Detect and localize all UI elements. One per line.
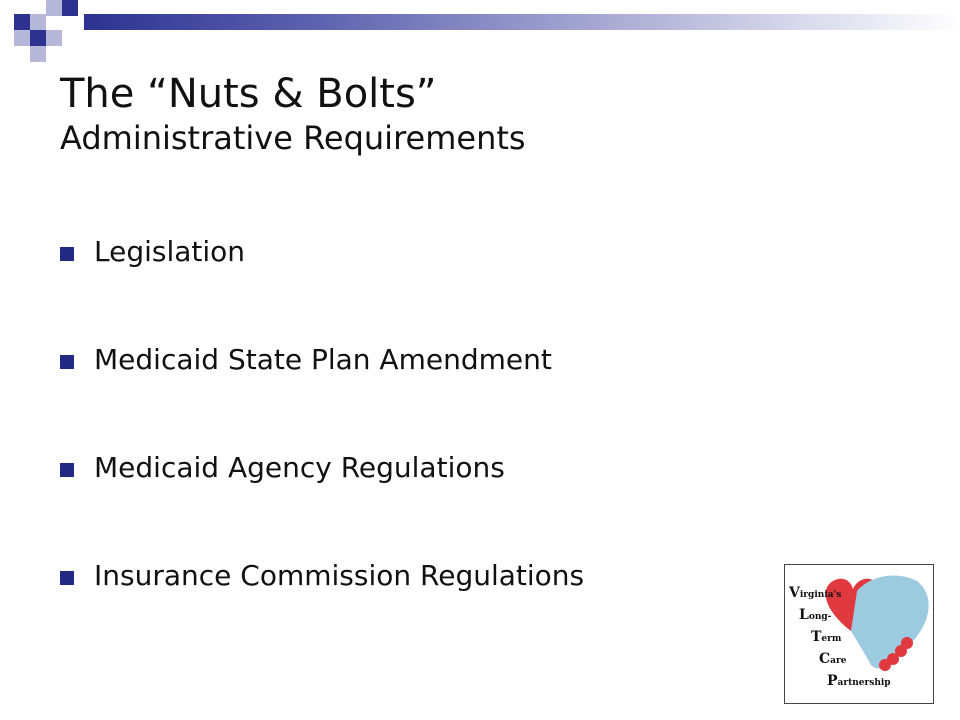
bullet-text: Medicaid State Plan Amendment bbox=[94, 343, 552, 376]
header-gradient-bar bbox=[84, 14, 960, 30]
logo-line-4: Care bbox=[819, 651, 847, 667]
logo-line-1: Virginia's bbox=[789, 585, 842, 601]
logo-line-3: Term bbox=[811, 629, 842, 645]
logo-line-2: Long- bbox=[799, 607, 832, 623]
corner-square-light-1 bbox=[30, 14, 46, 30]
bullet-text: Insurance Commission Regulations bbox=[94, 559, 585, 592]
corner-square-light-3 bbox=[14, 30, 30, 46]
title-block bbox=[60, 70, 526, 158]
partnership-logo bbox=[784, 564, 934, 704]
slide-title: The “Nuts & Bolts” bbox=[60, 71, 437, 117]
square-bullet-icon bbox=[60, 355, 74, 369]
corner-square-navy-1 bbox=[14, 14, 30, 30]
corner-square-light-5 bbox=[30, 46, 46, 62]
corner-square-navy-3 bbox=[30, 30, 46, 46]
fingertip-4 bbox=[879, 659, 891, 671]
square-bullet-icon bbox=[60, 463, 74, 477]
slide-subtitle: Administrative Requirements bbox=[60, 119, 526, 157]
bullet-text: Legislation bbox=[94, 235, 246, 268]
square-bullet-icon bbox=[60, 247, 74, 261]
bullet-text: Medicaid Agency Regulations bbox=[94, 451, 505, 484]
corner-square-light-4 bbox=[46, 30, 62, 46]
square-bullet-icon bbox=[60, 571, 74, 585]
logo-line-5: Partnership bbox=[827, 673, 891, 689]
corner-square-light-2 bbox=[46, 0, 62, 16]
corner-square-navy-2 bbox=[62, 0, 78, 16]
